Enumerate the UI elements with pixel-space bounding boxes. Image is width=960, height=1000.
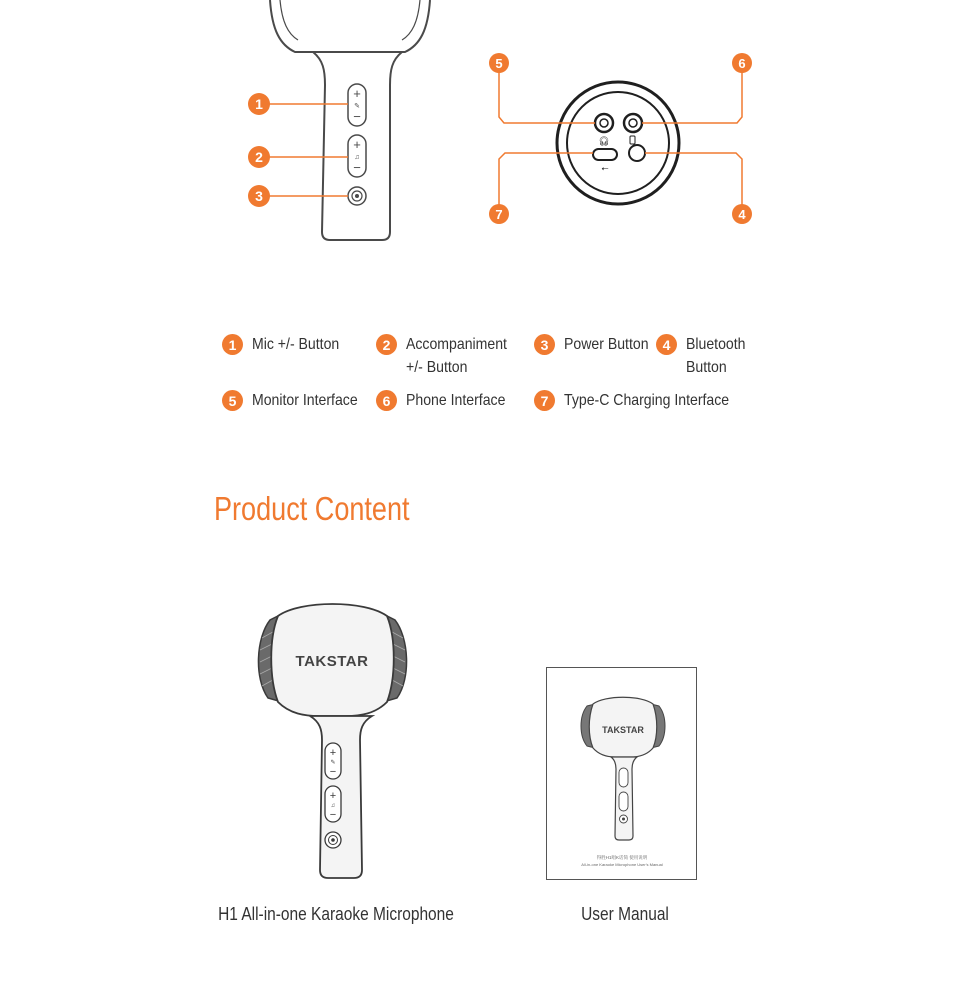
legend-label: Mic +/- Button xyxy=(252,336,340,353)
manual-cover-art xyxy=(547,668,696,879)
callout-4 xyxy=(732,204,752,224)
bluetooth-button xyxy=(629,145,645,161)
svg-text:TAKSTAR: TAKSTAR xyxy=(602,725,644,735)
legend-number: 2 xyxy=(376,334,397,355)
callout-1 xyxy=(248,93,270,115)
microphone-caption: H1 All-in-one Karaoke Microphone xyxy=(218,904,454,924)
svg-text:+: + xyxy=(353,86,361,101)
svg-text:7: 7 xyxy=(495,207,503,222)
ports-diagram xyxy=(480,45,770,235)
legend-number: 7 xyxy=(534,390,555,411)
svg-text:1: 1 xyxy=(255,96,263,112)
svg-text:得胜H1唱K话筒 使用说明: 得胜H1唱K话筒 使用说明 xyxy=(596,855,648,860)
callout-5 xyxy=(489,53,509,73)
svg-text:5: 5 xyxy=(495,56,503,71)
svg-text:All-in-one Karaoke Microphone: All-in-one Karaoke Microphone User's Manual xyxy=(581,862,663,867)
legend-label: Type-C Charging Interface xyxy=(564,392,730,409)
microphone-illustration xyxy=(250,598,415,883)
callout-7 xyxy=(489,204,509,224)
user-manual-caption: User Manual xyxy=(581,904,669,924)
legend-item-5 xyxy=(222,389,372,412)
legend-number: 1 xyxy=(222,334,243,355)
svg-text:−: − xyxy=(353,160,361,175)
legend-number: 5 xyxy=(222,390,243,411)
legend-label: Bluetooth Button xyxy=(686,336,746,376)
user-manual-illustration xyxy=(546,667,697,880)
svg-text:4: 4 xyxy=(738,207,746,222)
svg-text:+: + xyxy=(329,747,337,759)
svg-text:+: + xyxy=(353,137,361,152)
svg-text:3: 3 xyxy=(255,188,263,204)
svg-text:✎: ✎ xyxy=(330,760,336,766)
svg-text:⭠: ⭠ xyxy=(601,163,609,173)
callout-6 xyxy=(732,53,752,73)
callout-3 xyxy=(248,185,270,207)
legend-number: 6 xyxy=(376,390,397,411)
legend-label: Power Button xyxy=(564,336,649,353)
legend-item-1 xyxy=(222,333,351,356)
svg-text:6: 6 xyxy=(738,56,746,71)
legend-item-4 xyxy=(656,333,754,379)
legend-label: Monitor Interface xyxy=(252,392,358,409)
legend-number: 4 xyxy=(656,334,677,355)
legend-label: Accompaniment +/- Button xyxy=(406,336,507,376)
svg-text:TAKSTAR: TAKSTAR xyxy=(295,653,369,670)
svg-text:✎: ✎ xyxy=(354,103,360,110)
legend-item-2 xyxy=(376,333,521,379)
svg-text:+: + xyxy=(329,790,337,802)
svg-text:−: − xyxy=(353,109,361,124)
legend-item-6 xyxy=(376,389,519,412)
legend-number: 3 xyxy=(534,334,555,355)
mic-handle-diagram xyxy=(220,0,450,250)
svg-text:2: 2 xyxy=(255,149,263,165)
usb-c-port xyxy=(593,149,617,160)
svg-text:−: − xyxy=(329,766,337,778)
callout-2 xyxy=(248,146,270,168)
svg-text:♫: ♫ xyxy=(354,154,360,161)
svg-text:−: − xyxy=(329,809,337,821)
svg-text:🎧︎: 🎧︎ xyxy=(598,136,610,146)
section-title: Product Content xyxy=(214,490,410,527)
legend-item-3 xyxy=(534,333,660,356)
legend-item-7 xyxy=(534,389,752,412)
svg-text:♫: ♫ xyxy=(330,803,336,809)
legend-label: Phone Interface xyxy=(406,392,506,409)
